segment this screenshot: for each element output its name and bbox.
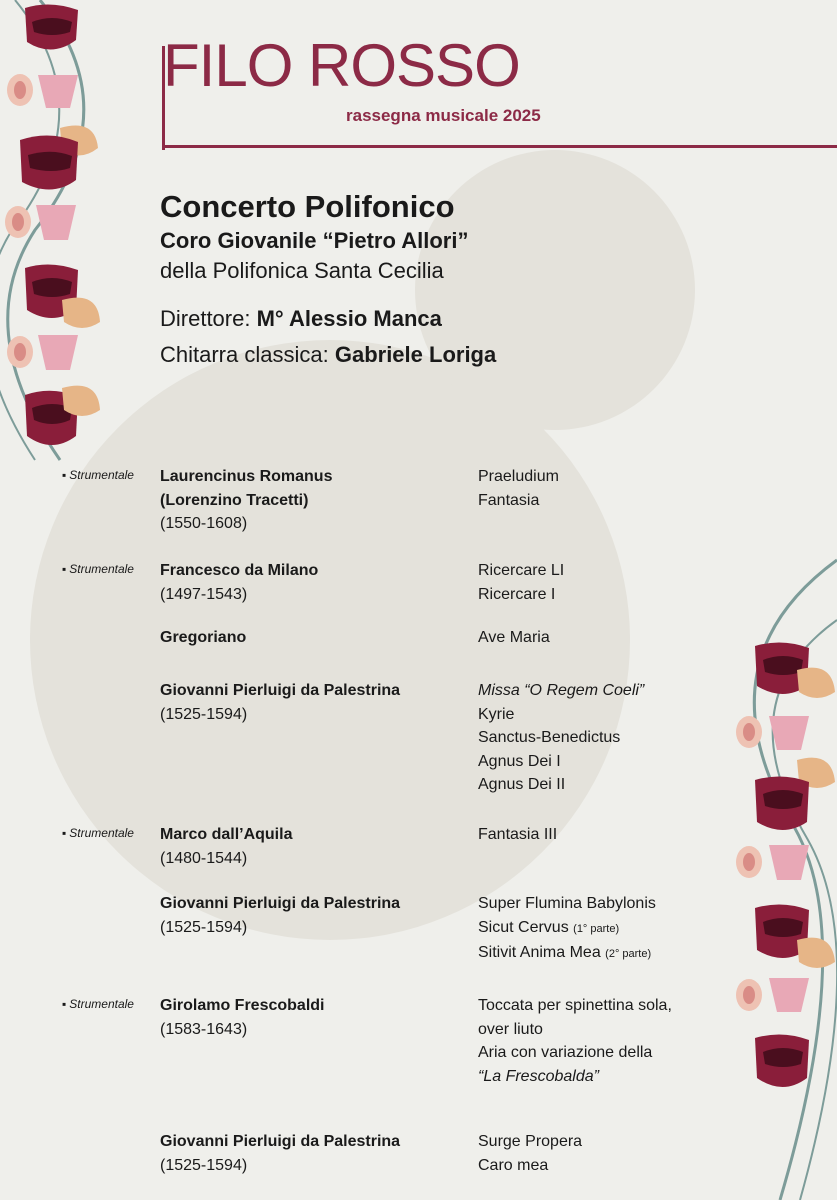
festival-header xyxy=(0,0,837,160)
festival-subtitle: rassegna musicale 2025 xyxy=(346,106,541,125)
composer xyxy=(160,1130,480,1177)
works xyxy=(478,892,778,967)
work-title: Fantasia III xyxy=(478,826,558,843)
composer xyxy=(160,679,480,726)
concert-intro xyxy=(160,188,800,370)
work-title: Caro mea xyxy=(478,1156,549,1174)
works xyxy=(478,465,778,512)
work-title: Missa “O Regem Coeli” xyxy=(478,682,645,699)
guitar-credit xyxy=(160,340,800,370)
work-title: Aria con variazione della xyxy=(478,1044,653,1061)
composer-dates: (1525-1594) xyxy=(160,918,248,936)
nose-icon xyxy=(797,668,835,698)
work-movement: Sanctus-Benedictus xyxy=(478,729,621,746)
work-title: Toccata per spinettina sola, xyxy=(478,997,672,1014)
work-title: Fantasia xyxy=(478,491,540,509)
composer xyxy=(160,465,480,536)
work-title xyxy=(478,916,778,942)
instrumental-tag: ▪ Strumentale xyxy=(62,997,134,1011)
works xyxy=(478,994,778,1088)
nose-icon xyxy=(62,386,100,416)
work-title-text: Sitivit Anima Mea xyxy=(478,944,601,961)
instrumental-tag: ▪ Strumentale xyxy=(62,468,134,482)
guitar-label: Chitarra classica: xyxy=(160,342,329,367)
work-title: Ricercare I xyxy=(478,585,556,603)
work-movement: Agnus Dei II xyxy=(478,776,566,793)
composer xyxy=(160,994,480,1041)
director-credit xyxy=(160,304,800,334)
work-title: Ricercare LI xyxy=(478,562,565,579)
composer-name: Giovanni Pierluigi da Palestrina xyxy=(160,895,401,912)
composer xyxy=(160,559,480,606)
composer-name: Giovanni Pierluigi da Palestrina xyxy=(160,682,401,699)
works xyxy=(478,559,778,606)
guitar-name: Gabriele Loriga xyxy=(334,342,497,367)
instrumental-tag: ▪ Strumentale xyxy=(62,826,134,840)
composer-name: Giovanni Pierluigi da Palestrina xyxy=(160,1133,401,1150)
composer xyxy=(160,823,480,870)
composer-name: Laurencinus Romanus xyxy=(160,468,333,485)
works xyxy=(478,1130,778,1177)
composer-name: Francesco da Milano xyxy=(160,562,319,579)
concert-title: Concerto Polifonico xyxy=(160,189,455,224)
director-name: M° Alessio Manca xyxy=(256,306,442,331)
works xyxy=(478,626,778,650)
work-title-text: Sicut Cervus xyxy=(478,918,569,936)
work-title: Ave Maria xyxy=(478,629,550,646)
works xyxy=(478,823,778,847)
ear-icon xyxy=(5,206,31,238)
work-part-note: (1° parte) xyxy=(573,922,620,935)
composer-dates: (1583-1643) xyxy=(160,1020,248,1038)
nose-icon xyxy=(62,298,100,328)
header-rule-horizontal xyxy=(162,145,837,148)
throat-icon xyxy=(769,845,809,880)
composer xyxy=(160,892,480,939)
throat-icon xyxy=(36,205,76,240)
work-movement: Kyrie xyxy=(478,705,515,723)
composer xyxy=(160,626,480,650)
nose-icon xyxy=(797,938,835,968)
works xyxy=(478,679,778,797)
composer-name: Marco dall’Aquila xyxy=(160,826,293,843)
composer-dates: (1525-1594) xyxy=(160,1156,248,1174)
work-movement: Agnus Dei I xyxy=(478,752,561,770)
composer-dates: (1480-1544) xyxy=(160,849,248,867)
festival-title: FILO ROSSO xyxy=(163,32,520,99)
director-label: Direttore: xyxy=(160,306,251,331)
composer-dates: (1525-1594) xyxy=(160,705,248,723)
work-title: over liuto xyxy=(478,1020,543,1038)
work-part-note: (2° parte) xyxy=(605,948,652,960)
work-title: “La Frescobalda” xyxy=(478,1067,599,1085)
work-title xyxy=(478,941,778,967)
composer-name: Gregoriano xyxy=(160,629,247,646)
choir-name: Coro Giovanile “Pietro Allori” xyxy=(160,228,469,253)
composer-name: Girolamo Frescobaldi xyxy=(160,997,325,1014)
ear-icon xyxy=(7,336,33,368)
composer-alias: (Lorenzino Tracetti) xyxy=(160,491,309,509)
work-title: Super Flumina Babylonis xyxy=(478,895,656,912)
throat-icon xyxy=(38,335,78,370)
instrumental-tag: ▪ Strumentale xyxy=(62,562,134,576)
composer-dates: (1497-1543) xyxy=(160,585,248,603)
work-title: Praeludium xyxy=(478,468,559,485)
work-title: Surge Propera xyxy=(478,1133,583,1150)
choir-organization: della Polifonica Santa Cecilia xyxy=(160,258,444,283)
ear-icon xyxy=(736,846,762,878)
composer-dates: (1550-1608) xyxy=(160,515,248,532)
